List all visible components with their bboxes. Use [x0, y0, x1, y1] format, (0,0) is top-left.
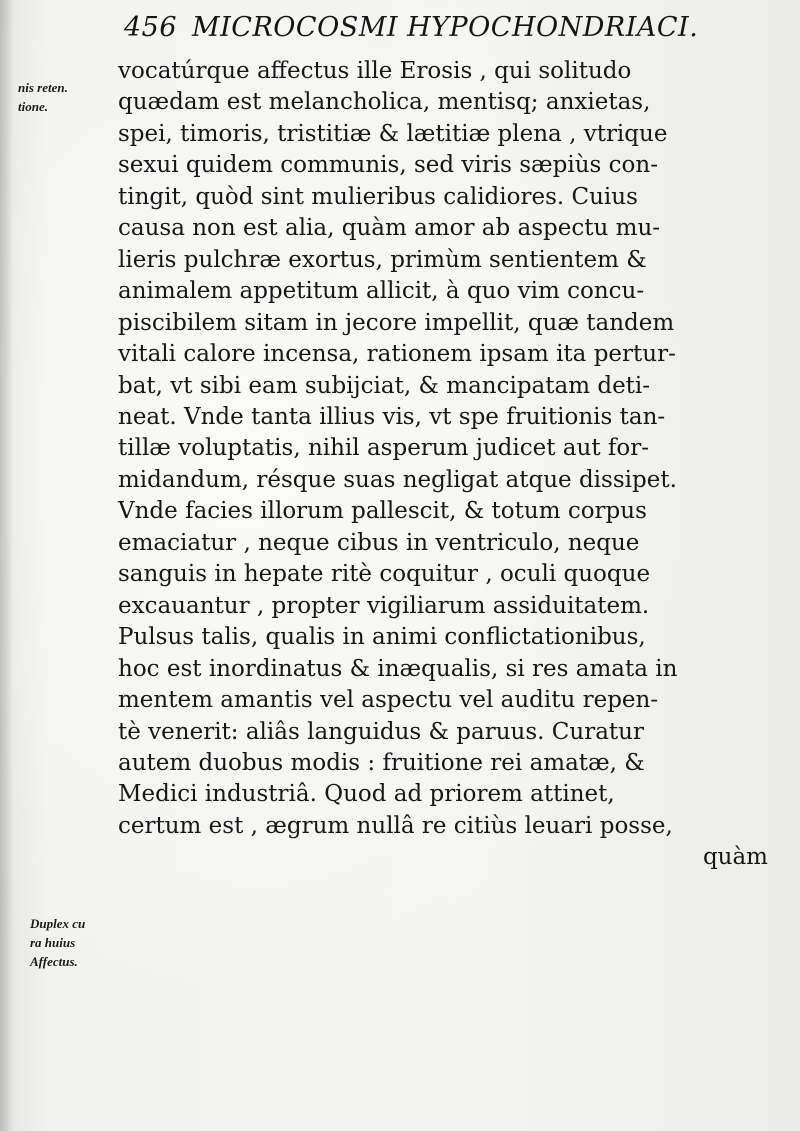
text-line: lieris pulchræ exortus, primùm sentientem & [118, 246, 647, 273]
text-line: midandum, résque suas negligat atque dissipet. [118, 466, 677, 493]
text-line: Medici industriâ. Quod ad priorem attinet, [118, 781, 615, 808]
text-line: tè venerit: aliâs languidus & paruus. Curatur [118, 718, 644, 745]
text-line: sanguis in hepate ritè coquitur , oculi quoque [118, 561, 651, 588]
text-line: quædam est melancholica, mentisq; anxietas, [118, 89, 651, 116]
binding-shadow [0, 0, 14, 1131]
text-line: neat. Vnde tanta illius vis, vt spe fruitionis tan- [118, 403, 666, 430]
text-line: vitali calore incensa, rationem ipsam ita pertur- [118, 341, 676, 368]
text-line: Pulsus talis, qualis in animi conflictationibus, [118, 624, 646, 651]
text-line: autem duobus modis : fruitione rei amatæ, & [118, 749, 645, 776]
text-line: animalem appetitum allicit, à quo vim concu- [118, 278, 645, 305]
catchword: quàm [702, 844, 768, 871]
margin-note-top [18, 78, 110, 116]
text-line: excauantur , propter vigiliarum assiduitatem. [118, 592, 650, 619]
text-line: Vnde facies illorum pallescit, & totum corpus [118, 498, 647, 525]
text-line: tillæ voluptatis, nihil asperum judicet aut for- [118, 435, 650, 462]
margin-note-line: nis reten. [18, 80, 68, 95]
text-line: hoc est inordinatus & inæqualis, si res amata in [118, 655, 678, 682]
text-line: certum est , ægrum nullâ re citiùs leuari posse, [118, 812, 673, 839]
margin-note-line: ra huius [30, 935, 76, 950]
margin-note-line: tione. [18, 99, 48, 114]
text-line: emaciatur , neque cibus in ventriculo, neque [118, 529, 640, 556]
text-line: piscibilem sitam in jecore impellit, quæ tandem [118, 309, 675, 336]
body-text [118, 56, 768, 874]
text-line: mentem amantis vel aspectu vel auditu repen- [118, 687, 659, 714]
running-title: MICROCOSMI HYPOCHONDRIACI. [192, 12, 699, 43]
margin-note-bottom [30, 914, 122, 971]
margin-note-line: Duplex cu [30, 916, 86, 931]
page-number: 456 [124, 12, 178, 43]
text-line: causa non est alia, quàm amor ab aspectu mu- [118, 215, 661, 242]
text-line: vocatúrque affectus ille Erosis , qui solitudo [118, 58, 632, 84]
margin-note-line: Affectus. [30, 954, 78, 969]
text-line: bat, vt sibi eam subijciat, & mancipatam deti- [118, 372, 651, 399]
text-line: sexui quidem communis, sed viris sæpiùs con- [118, 152, 658, 179]
page-header [116, 6, 716, 48]
text-line: tingit, quòd sint mulieribus calidiores. Cuius [118, 183, 638, 210]
text-line: spei, timoris, tristitiæ & lætitiæ plena , vtrique [118, 120, 668, 147]
